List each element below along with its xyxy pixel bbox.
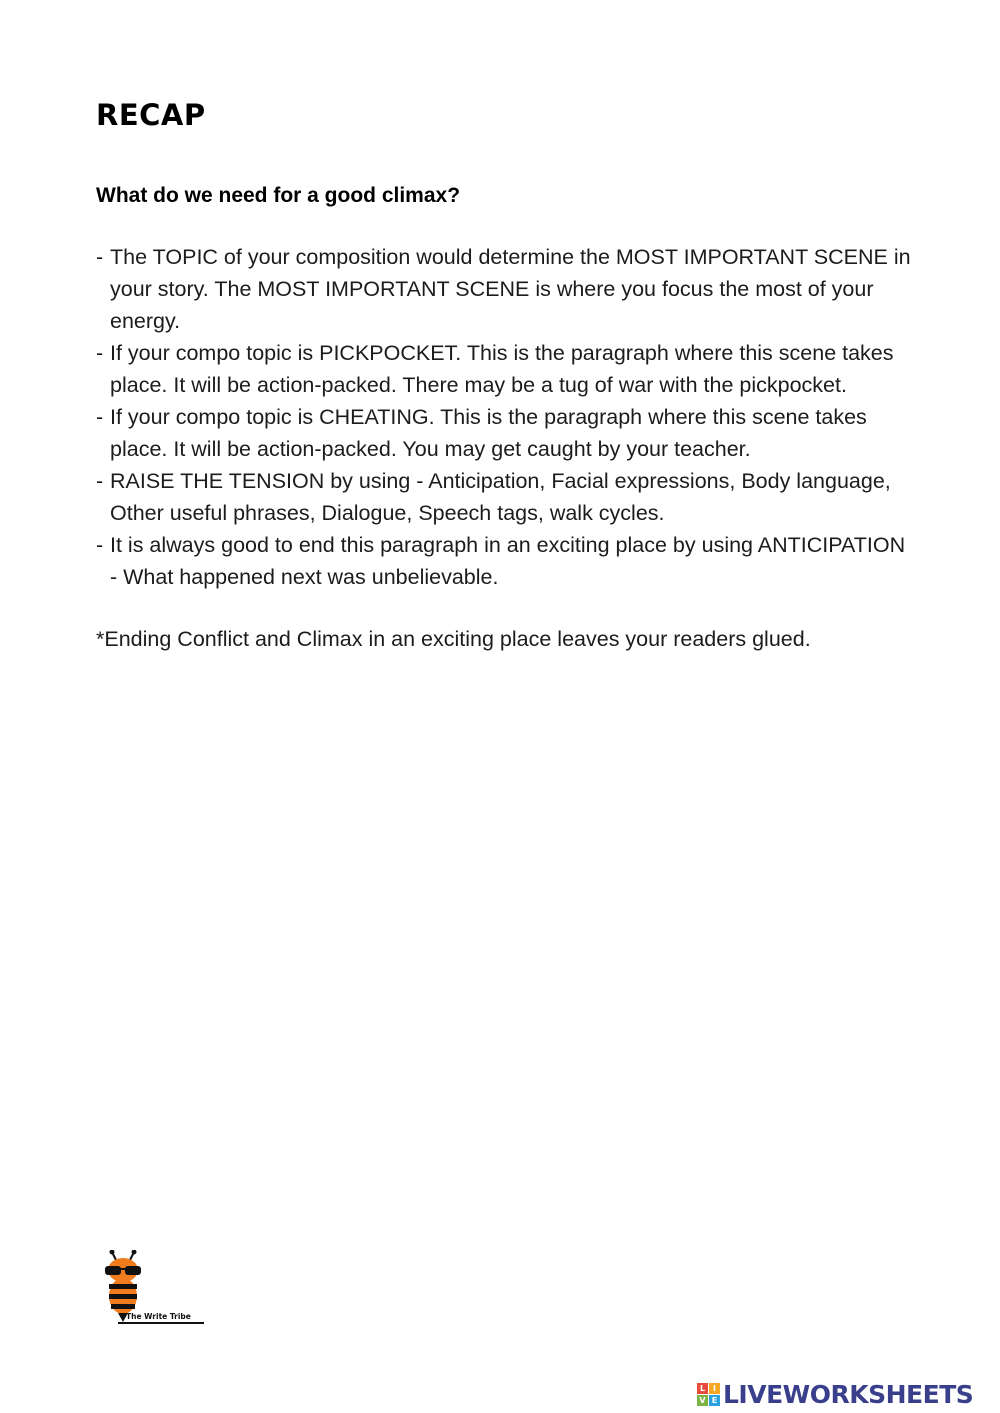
point-text: It is always good to end this paragraph in an exciting place by using ANTICIPATION - What happened next was unbelievable. bbox=[110, 533, 906, 589]
list-item bbox=[96, 241, 916, 337]
point-text: If your compo topic is CHEATING. This is the paragraph where this scene takes place. It will be action-packed. You may get caught by your teacher. bbox=[110, 405, 867, 461]
list-item bbox=[96, 337, 916, 401]
bullet-dash: - bbox=[96, 469, 104, 493]
point-text: The TOPIC of your composition would determine the MOST IMPORTANT SCENE in your story. The MOST IMPORTANT SCENE is where you focus the most of your energy. bbox=[110, 245, 911, 333]
logo-block: V bbox=[697, 1395, 708, 1406]
liveworksheets-logo-icon bbox=[697, 1383, 720, 1406]
list-item bbox=[96, 401, 916, 465]
logo-block: I bbox=[709, 1383, 720, 1394]
logo-block: L bbox=[697, 1383, 708, 1394]
closing-note: *Ending Conflict and Climax in an exciting place leaves your readers glued. bbox=[96, 627, 811, 651]
bullet-dash: - bbox=[96, 341, 104, 365]
bullet-dash: - bbox=[96, 245, 104, 269]
point-text: RAISE THE TENSION by using - Anticipation, Facial expressions, Body language, Other useful phrases, Dialogue, Speech tags, walk cycles. bbox=[110, 469, 891, 525]
watermark-text: LIVEWORKSHEETS bbox=[723, 1379, 974, 1409]
liveworksheets-watermark[interactable] bbox=[697, 1378, 973, 1410]
question-heading: What do we need for a good climax? bbox=[96, 184, 461, 207]
recap-points-list bbox=[96, 241, 916, 593]
bullet-dash: - bbox=[96, 533, 104, 557]
logo-text: The Write Tribe bbox=[126, 1312, 191, 1321]
logo-block: E bbox=[709, 1395, 720, 1406]
logo-underline bbox=[118, 1322, 204, 1324]
page-title: RECAP bbox=[96, 98, 206, 132]
bullet-dash: - bbox=[96, 405, 104, 429]
point-text: If your compo topic is PICKPOCKET. This is the paragraph where this scene takes place. It will be action-packed. There may be a tug of war with the pickpocket. bbox=[110, 341, 894, 397]
write-tribe-logo bbox=[96, 1250, 208, 1330]
list-item bbox=[96, 529, 916, 593]
list-item bbox=[96, 465, 916, 529]
